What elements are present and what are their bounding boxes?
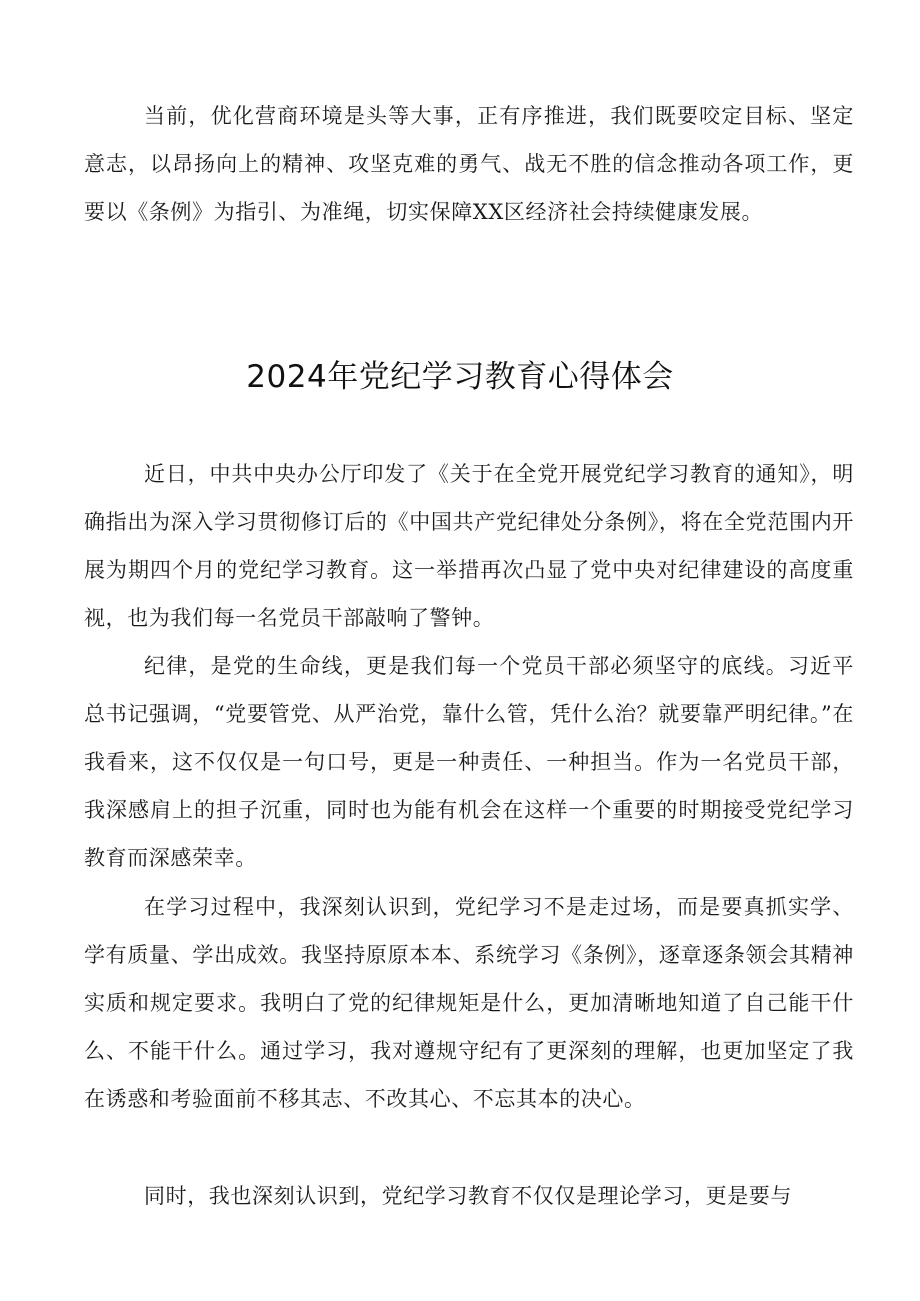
body-paragraph-4: 同时，我也深刻认识到，党纪学习教育不仅仅是理论学习，更是要与: [144, 1184, 792, 1208]
body-paragraph-1: 近日，中共中央办公厅印发了《关于在全党开展党纪学习教育的通知》，明确指出为深入学习贯彻修订后的《中国共产党纪律处分条例》，将在全党范围内开展为期四个月的党纪学习教育。这一举措再次凸显了党中央对纪律建设的高度重视，也为我们每一名党员干部敲响了警钟。: [84, 462, 854, 630]
intro-paragraph: 当前，优化营商环境是头等大事，正有序推进，我们既要咬定目标、坚定意志，以昂扬向上的精神、攻坚克难的勇气、战无不胜的信念推动各项工作，更要以《条例》为指引、为准绳，切实保障XX区经济社会持续健康发展。: [84, 104, 854, 224]
body-paragraph-2: 纪律，是党的生命线，更是我们每一个党员干部必须坚守的底线。习近平总书记强调，“党要管党、从严治党，靠什么管，凭什么治？就要靠严明纪律。”在我看来，这不仅仅是一句口号，更是一种责任、一种担当。作为一名党员干部，我深感肩上的担子沉重，同时也为能有机会在这样一个重要的时期接受党纪学习教育而深感荣幸。: [84, 654, 854, 870]
document-title: 2024年党纪学习教育心得体会: [246, 359, 674, 395]
body-paragraph-3: 在学习过程中，我深刻认识到，党纪学习不是走过场，而是要真抓实学、学有质量、学出成效。我坚持原原本本、系统学习《条例》，逐章逐条领会其精神实质和规定要求。我明白了党的纪律规矩是什么，更加清晰地知道了自己能干什么、不能干什么。通过学习，我对遵规守纪有了更深刻的理解，也更加坚定了我在诱惑和考验面前不移其志、不改其心、不忘其本的决心。: [84, 895, 854, 1111]
